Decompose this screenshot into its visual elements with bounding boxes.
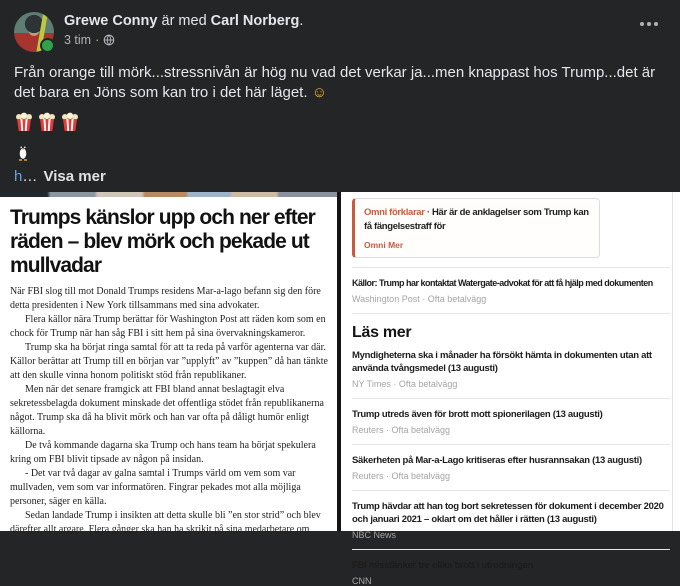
see-more-button[interactable]: Visa mer: [43, 168, 106, 185]
post-header-text: [64, 12, 634, 47]
period: .: [299, 13, 304, 29]
article-paragraph: Flera källor nära Trump berättar för Washington Post att räden kom som en chock för Trump när han såg FBI i sitt hem på sina övervakningskameror.: [10, 314, 326, 339]
sidebar-item-source: Reuters · Ofta betalvägg: [352, 425, 451, 435]
sidebar-item-title: Källor: Trump har kontaktat Watergate-advokat för att få hjälp med dokumenten: [352, 278, 653, 288]
post-header: [14, 12, 664, 52]
sidebar-item-title: Myndigheterna ska i månader ha försökt hämta in dokumenten utan att använda tvångsmedel (13 augusti): [352, 350, 652, 374]
author-name[interactable]: Grewe Conny: [64, 13, 158, 29]
divider: [352, 549, 670, 550]
article-paragraph: Sedan landade Trump i insikten att detta skulle bli ”en stor strid” och blev därefter allt argare. Flera gånger ska han ha skrikit på sina medarbetare om: [10, 510, 321, 535]
ellipsis: …: [22, 168, 38, 185]
divider: [352, 267, 670, 268]
article-paragraph: - Det var två dagar av galna samtal i Trumps värld om vem som var mullvaden, vem som var informatören. Fingrar pekades mot alla möjliga personer, säger en källa.: [10, 468, 301, 507]
divider: [352, 398, 670, 399]
popcorn-icon: [37, 112, 57, 132]
penguin-emoji-row: [14, 140, 664, 161]
truncated-link[interactable]: h: [14, 168, 23, 185]
popcorn-icon: [14, 112, 34, 132]
timestamp[interactable]: 3 tim: [64, 33, 92, 47]
post-options-icon[interactable]: [634, 12, 664, 36]
promo-source: Omni Mer: [364, 240, 404, 250]
article-paragraph: Men när det senare framgick att FBI bland annat beslagtagit elva sekretessbelagda dokument minskade det offentliga stödet från republikanerna något. Trump ska då ha blivit mörk och han var ofta på dåligt humör enligt källorna.: [10, 384, 324, 437]
penguin-icon: [14, 141, 32, 161]
sidebar-item-source: Reuters · Ofta betalvägg: [352, 471, 451, 481]
with-connector: är med: [161, 13, 207, 29]
post-body: [14, 63, 664, 103]
popcorn-icon: [60, 112, 80, 132]
read-more-heading: Läs mer: [352, 324, 412, 341]
sidebar-item-title: FBI misstänker tre olika brott i utredningen: [352, 560, 534, 571]
attached-article-screenshot[interactable]: [0, 192, 680, 586]
article-paragraph: De två kommande dagarna ska Trump och hans team ha börjat spekulera kring om FBI blivit tipsade av någon på insidan.: [10, 440, 316, 465]
name-line: [64, 12, 634, 31]
sidebar-item-title: Säkerheten på Mar-a-Lago kritiseras efter husrannsakan (13 augusti): [352, 455, 642, 466]
promo-brand: Omni förklarar: [364, 207, 425, 218]
sidebar-item-source: NY Times · Ofta betalvägg: [352, 379, 458, 389]
post-meta: [64, 33, 634, 47]
online-status-dot: [40, 38, 55, 53]
see-more-line: [14, 168, 664, 186]
divider: [352, 490, 670, 491]
sidebar-item-title: Trump hävdar att han tog bort sekretessen för dokument i december 2020 och januari 2021 – oklart om det håller i rätten (13 augusti): [352, 501, 664, 525]
globe-icon: [103, 34, 115, 46]
promo-separator: ·: [426, 207, 430, 218]
sidebar-right-border: [672, 192, 673, 531]
sidebar-item-source: CNN: [352, 576, 372, 586]
facebook-post: [0, 0, 680, 186]
article-paragraph: Trump ska ha börjat ringa samtal för att ta reda på varför agenterna var där. Källor berättar att Trump till en början var ”upplyft” av ”kuppen” då han tänkte att den skulle vinna honom politiskt stöd från republikaner.: [10, 342, 328, 381]
divider: [352, 313, 670, 314]
sidebar-item: [352, 500, 670, 540]
sidebar-item: [352, 349, 670, 389]
meta-separator: ·: [95, 33, 100, 47]
divider: [352, 444, 670, 445]
sidebar-item-title: Trump utreds även för brott mott spionerilagen (13 augusti): [352, 409, 603, 420]
article-column: [0, 192, 337, 535]
popcorn-emoji-row: [14, 111, 664, 132]
sidebar-column: [341, 192, 680, 586]
smiling-face-emoji: ☺: [311, 84, 328, 101]
tagged-name[interactable]: Carl Norberg: [210, 13, 300, 29]
sidebar-item: [352, 408, 670, 435]
post-text: Från orange till mörk...stressnivån är hög nu vad det verkar ja...men knappast hos Trump...det är det bara en Jöns som kan tro i det här läget.: [14, 64, 656, 101]
article-paragraph: När FBI slog till mot Donald Trumps residens Mar-a-lago befann sig den före detta presidenten i New York tillsammans med sina advokater.: [10, 286, 321, 311]
promo-headline: Här är de anklagelser som Trump kan få fängelsestraff för: [364, 207, 589, 232]
sidebar-item-source: NBC News: [352, 530, 397, 540]
sidebar-item: [352, 454, 670, 481]
avatar[interactable]: [14, 12, 54, 52]
omni-explainer-card: [352, 198, 600, 258]
article-headline: Trumps känslor upp och ner efter räden – blev mörk och pekade ut mullvadar: [10, 206, 315, 277]
sidebar-item: [352, 277, 670, 304]
sidebar-item: [352, 559, 670, 586]
cropped-photo-edge: [0, 192, 337, 197]
promo-title: [364, 206, 590, 234]
sidebar-item-source: Washington Post · Ofta betalvägg: [352, 294, 487, 304]
